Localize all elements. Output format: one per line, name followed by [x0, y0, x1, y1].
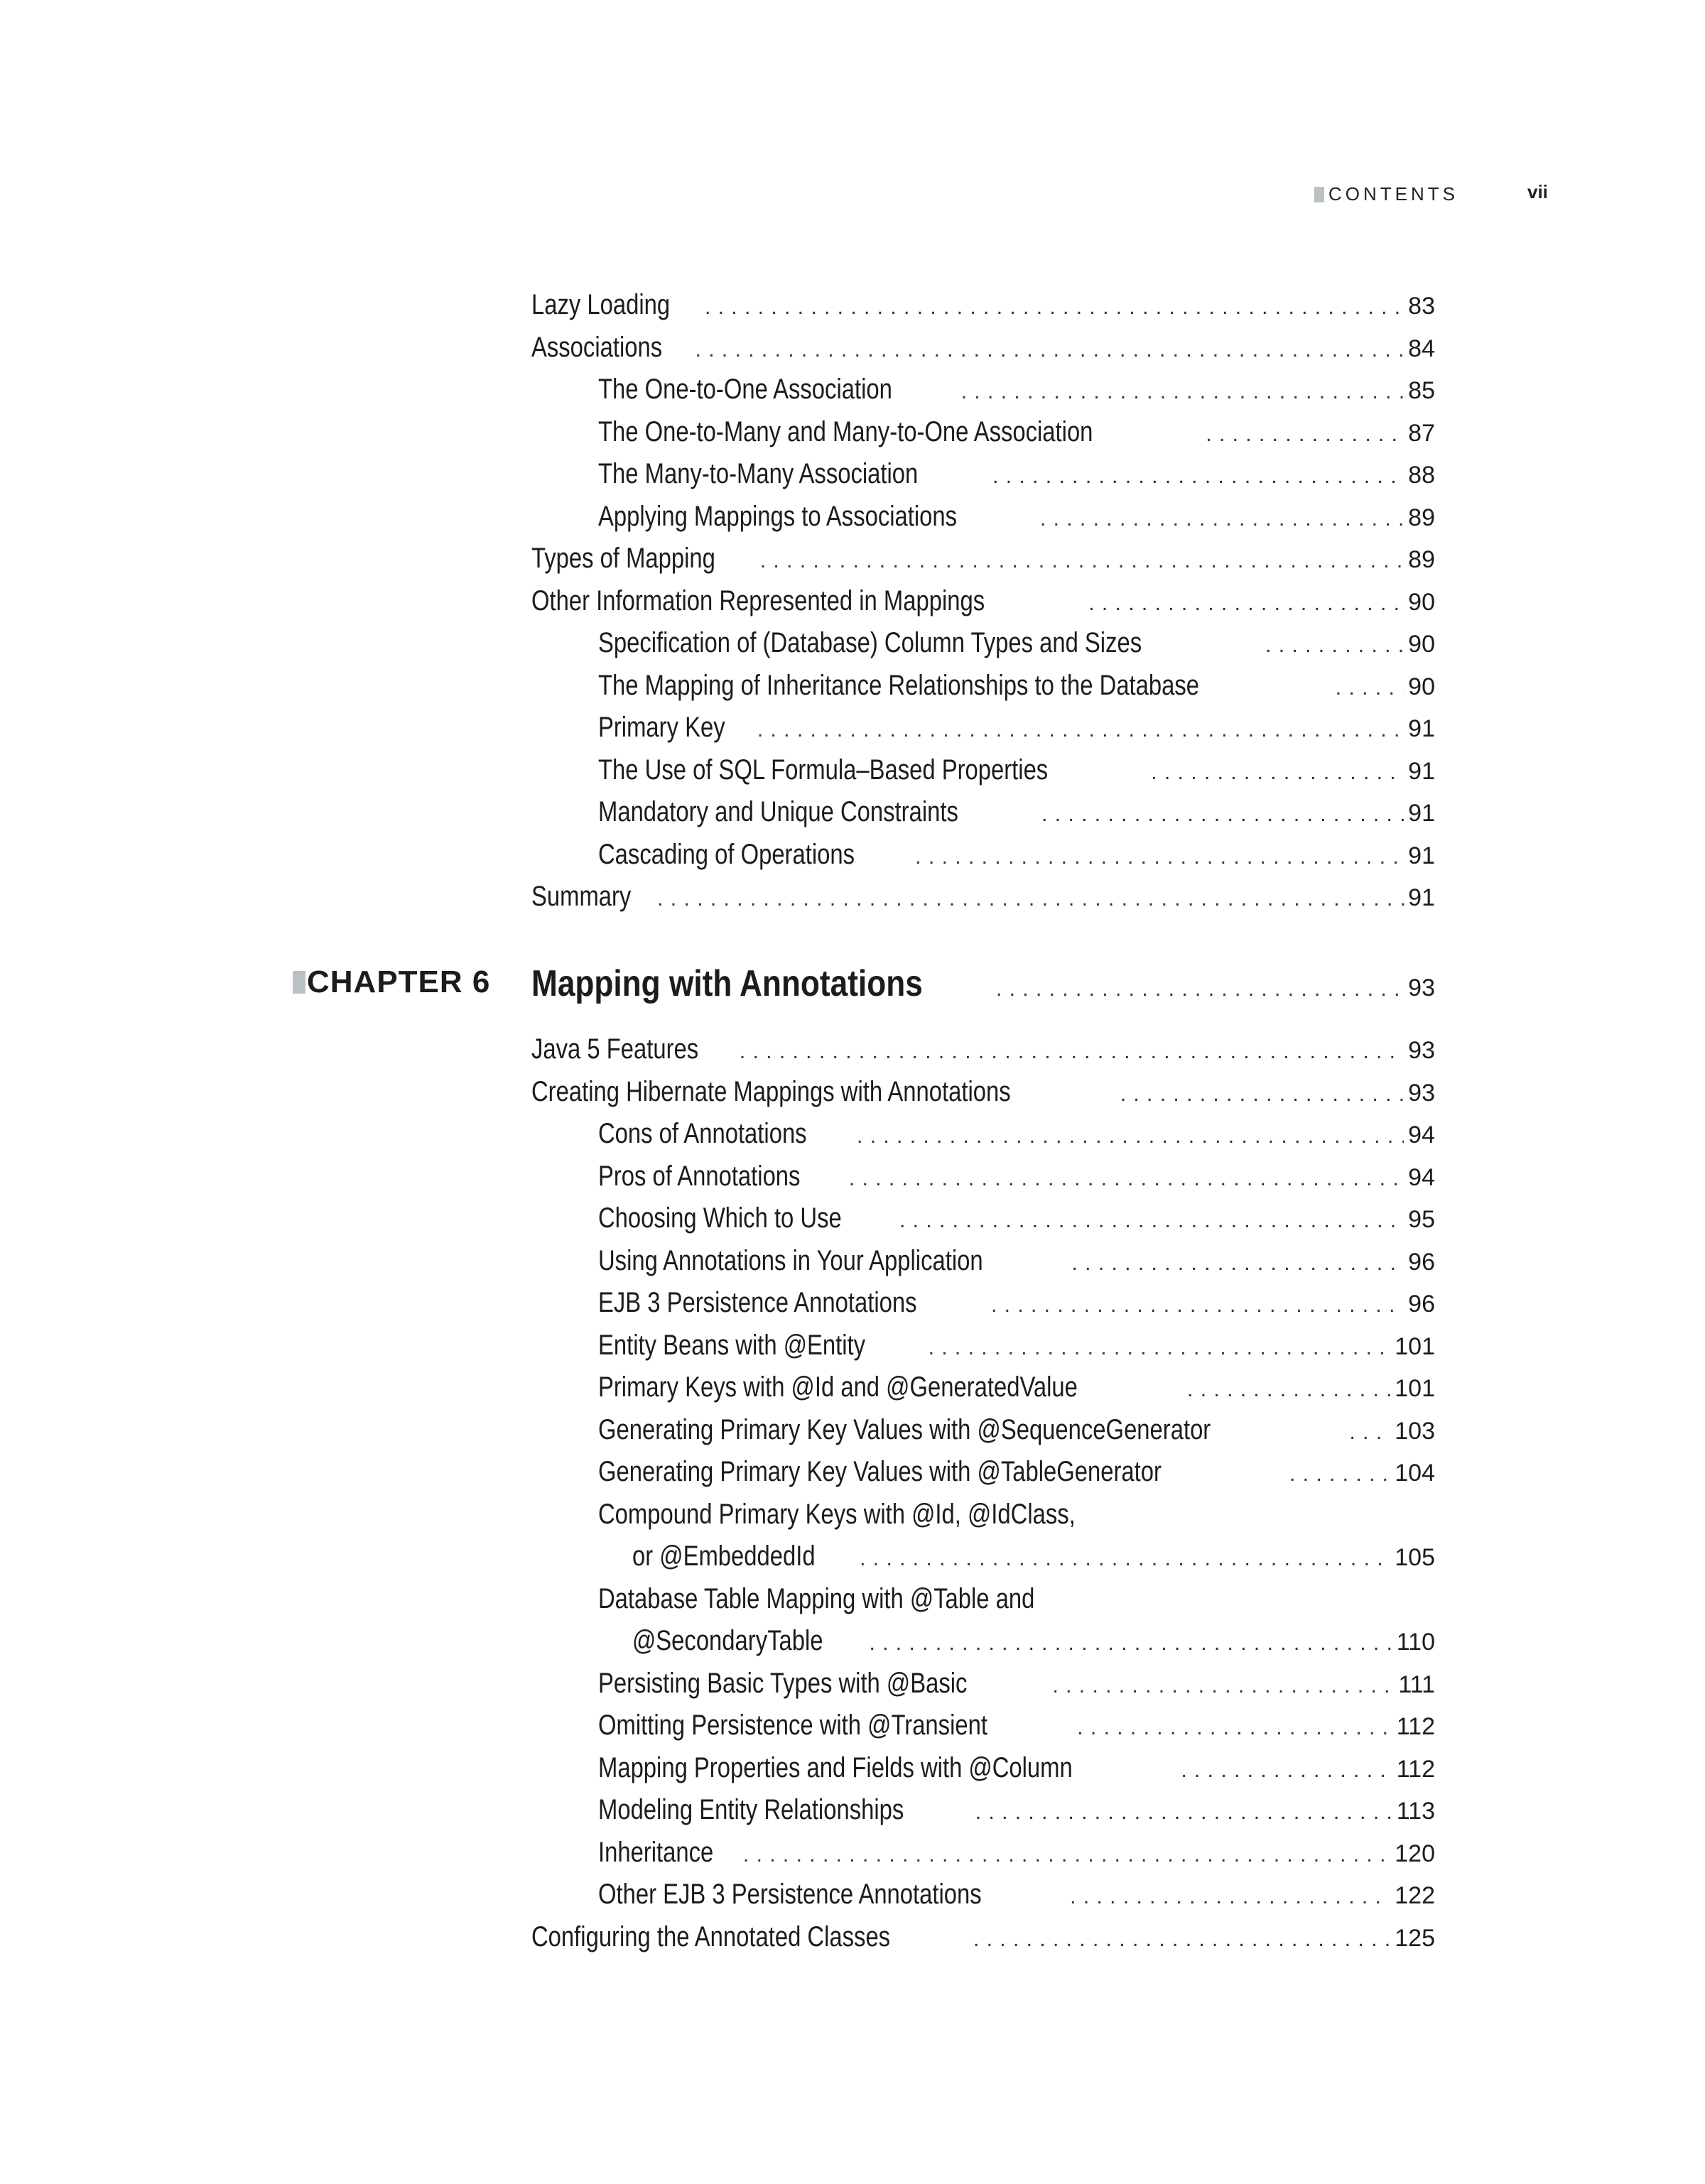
running-header [1314, 183, 1458, 205]
toc-entry[interactable]: Summary . . . 91 [531, 876, 1435, 918]
toc-entry[interactable]: Java 5 Features . . . 93 [531, 1028, 1435, 1071]
toc-entry[interactable]: EJB 3 Persistence Annotations . . . 96 [531, 1282, 1435, 1325]
leader-dots [1041, 793, 1404, 836]
toc-entry-first-line[interactable]: Database Table Mapping with @Table and [598, 1582, 1035, 1614]
toc-entry[interactable]: Other Information Represented in Mappings . . . 90 [531, 580, 1435, 623]
leader-dots [1070, 1876, 1390, 1918]
toc-entry[interactable]: Applying Mappings to Associations . . . 89 [531, 496, 1435, 538]
leader-dots [899, 1200, 1404, 1242]
toc-entry[interactable]: The Mapping of Inheritance Relationships to the Database . . . 90 [531, 665, 1435, 707]
page-number: vii [1527, 181, 1548, 202]
leader-dots [973, 1918, 1390, 1961]
toc-entry[interactable]: Generating Primary Key Values with @TableGenerator . . . 104 [531, 1451, 1435, 1494]
toc-entry[interactable]: Cascading of Operations . . . 91 [531, 834, 1435, 876]
leader-dots [1265, 624, 1404, 667]
toc-entry-first-line[interactable]: Compound Primary Keys with @Id, @IdClass, [598, 1498, 1076, 1530]
leader-dots [757, 709, 1404, 751]
leader-dots [1181, 1749, 1392, 1792]
leader-dots [705, 286, 1404, 329]
leader-dots [1040, 498, 1404, 540]
toc-entry[interactable]: Inheritance . . . 120 [531, 1832, 1435, 1874]
chapter-label: CHAPTER 6 [293, 965, 490, 1000]
leader-dots [996, 977, 1404, 1001]
toc-entry[interactable]: Using Annotations in Your Application . . . 96 [531, 1240, 1435, 1283]
leader-dots [991, 1284, 1404, 1327]
header-section-title: CONTENTS [1328, 183, 1458, 205]
toc-entry[interactable]: The Use of SQL Formula–Based Properties . . . 91 [531, 749, 1435, 792]
toc-entry[interactable]: The One-to-Many and Many-to-One Association . . . 87 [531, 411, 1435, 454]
toc-entry[interactable]: Other EJB 3 Persistence Annotations . . . 122 [531, 1874, 1435, 1916]
leader-dots [992, 455, 1404, 498]
toc-entry[interactable]: Lazy Loading . . . 83 [531, 284, 1435, 327]
toc-entry-continuation[interactable]: @SecondaryTable . . . 110 [531, 1620, 1435, 1663]
toc-entry[interactable]: Mapping Properties and Fields with @Column . . . 112 [531, 1747, 1435, 1790]
toc-entry[interactable]: Persisting Basic Types with @Basic . . . 111 [531, 1663, 1435, 1705]
toc-entry[interactable]: Cons of Annotations . . . 94 [531, 1113, 1435, 1156]
toc-entry[interactable]: Pros of Annotations . . . 94 [531, 1156, 1435, 1198]
leader-dots [849, 1158, 1404, 1200]
leader-dots [1289, 1453, 1390, 1496]
toc-block-chapter6 [531, 1028, 1435, 1958]
toc-entry[interactable]: The Many-to-Many Association . . . 88 [531, 453, 1435, 496]
toc-entry[interactable]: The One-to-One Association . . . 85 [531, 369, 1435, 411]
toc-entry[interactable]: Modeling Entity Relationships . . . 113 [531, 1789, 1435, 1832]
toc-entry[interactable]: Primary Keys with @Id and @GeneratedValue . . . 101 [531, 1367, 1435, 1409]
leader-dots [1120, 1073, 1404, 1116]
leader-dots [961, 371, 1404, 413]
toc-entry[interactable]: Choosing Which to Use . . . 95 [531, 1197, 1435, 1240]
leader-dots [695, 329, 1404, 371]
leader-dots [860, 1538, 1390, 1580]
toc-entry[interactable]: Entity Beans with @Entity . . . 101 [531, 1325, 1435, 1367]
leader-dots [857, 1115, 1404, 1158]
leader-dots [1072, 1242, 1404, 1285]
leader-dots [740, 1031, 1404, 1073]
toc-entry[interactable]: Types of Mapping . . . 89 [531, 538, 1435, 580]
leader-dots [1336, 667, 1404, 710]
leader-dots [915, 836, 1404, 879]
leader-dots [1088, 582, 1404, 625]
leader-dots [1151, 751, 1404, 794]
leader-dots [760, 540, 1404, 582]
chapter-title: Mapping with Annotations [531, 963, 923, 1004]
chapter-marker [293, 971, 305, 994]
toc-entry[interactable]: Specification of (Database) Column Types and Sizes . . . 90 [531, 622, 1435, 665]
leader-dots [1077, 1707, 1392, 1749]
leader-dots [743, 1834, 1390, 1876]
toc-entry[interactable]: Creating Hibernate Mappings with Annotations . . . 93 [531, 1071, 1435, 1114]
leader-dots [869, 1622, 1392, 1665]
toc-entry-continuation[interactable]: or @EmbeddedId . . . 105 [531, 1536, 1435, 1578]
toc-entry[interactable]: Mandatory and Unique Constraints . . . 91 [531, 791, 1435, 834]
leader-dots [975, 1791, 1392, 1834]
leader-dots [1206, 413, 1404, 456]
leader-dots [1187, 1369, 1390, 1411]
header-marker [1314, 187, 1324, 202]
toc-entry[interactable]: Associations . . . 84 [531, 327, 1435, 369]
chapter-page: 93 [1408, 974, 1435, 1001]
toc-entry[interactable]: Configuring the Annotated Classes . . . 125 [531, 1916, 1435, 1959]
leader-dots [929, 1327, 1391, 1369]
leader-dots [657, 878, 1404, 920]
toc-entry[interactable]: Generating Primary Key Values with @SequenceGenerator . . . 103 [531, 1409, 1435, 1452]
leader-dots [1350, 1411, 1391, 1454]
leader-dots [1052, 1665, 1394, 1707]
toc-entry[interactable]: Omitting Persistence with @Transient . . . 112 [531, 1705, 1435, 1747]
toc-block-chapter5 [531, 284, 1435, 918]
toc-entry[interactable]: Primary Key . . . 91 [531, 707, 1435, 749]
chapter-title-entry[interactable] [531, 962, 1435, 1012]
